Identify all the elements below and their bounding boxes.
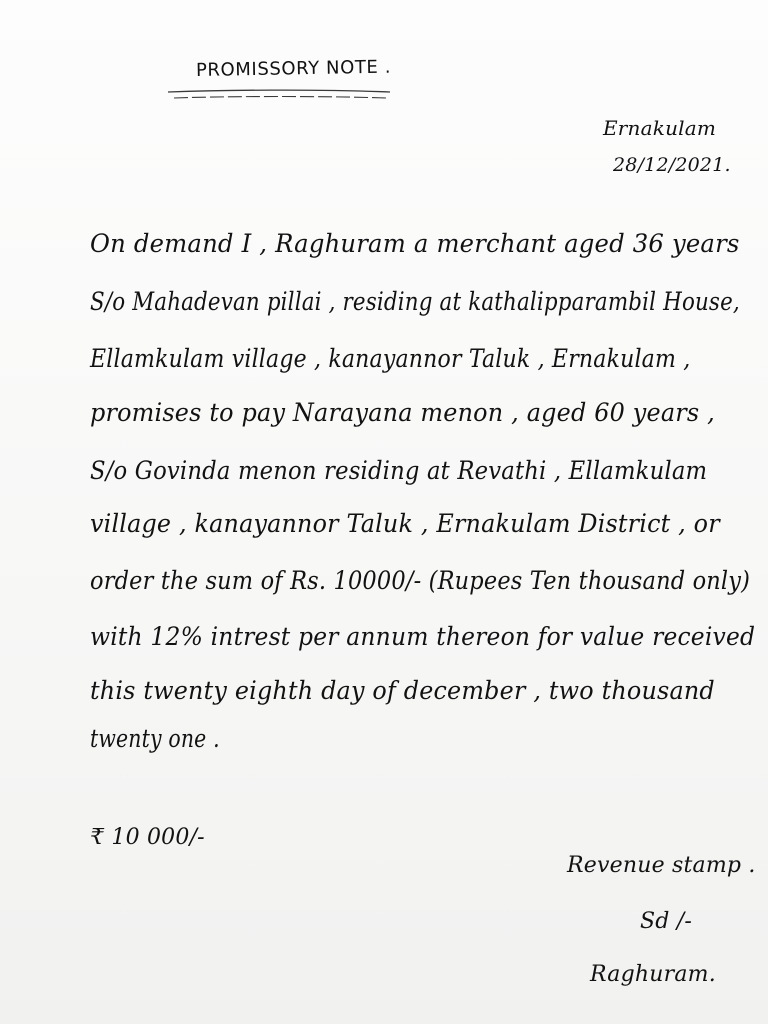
signed-mark: Sd /-	[640, 909, 692, 934]
body-line: village , kanayannor Taluk , Ernakulam District , or	[90, 509, 720, 538]
revenue-stamp-label: Revenue stamp .	[567, 853, 756, 878]
title-underline	[164, 88, 394, 102]
body-line: On demand I , Raghuram a merchant aged 36 years	[90, 229, 740, 258]
document-title: PROMISSORY NOTE .	[195, 56, 392, 81]
body-line: Ellamkulam village , kanayannor Taluk , Ernakulam ,	[90, 344, 691, 373]
body-line: with 12% intrest per annum thereon for value received	[90, 622, 756, 651]
place-of-execution: Ernakulam	[603, 116, 717, 140]
amount-figure: ₹ 10 000/-	[90, 825, 205, 850]
body-line: this twenty eighth day of december , two thousand	[90, 676, 715, 705]
document-date: 28/12/2021.	[613, 154, 731, 176]
body-line: S/o Mahadevan pillai , residing at kathalipparambil House,	[90, 287, 740, 316]
body-line: twenty one .	[90, 724, 220, 753]
signatory-name: Raghuram.	[590, 962, 716, 987]
body-line: S/o Govinda menon residing at Revathi , Ellamkulam	[90, 456, 708, 485]
body-line: order the sum of Rs. 10000/- (Rupees Ten thousand only)	[90, 566, 751, 595]
body-line: promises to pay Narayana menon , aged 60 years ,	[90, 398, 715, 427]
